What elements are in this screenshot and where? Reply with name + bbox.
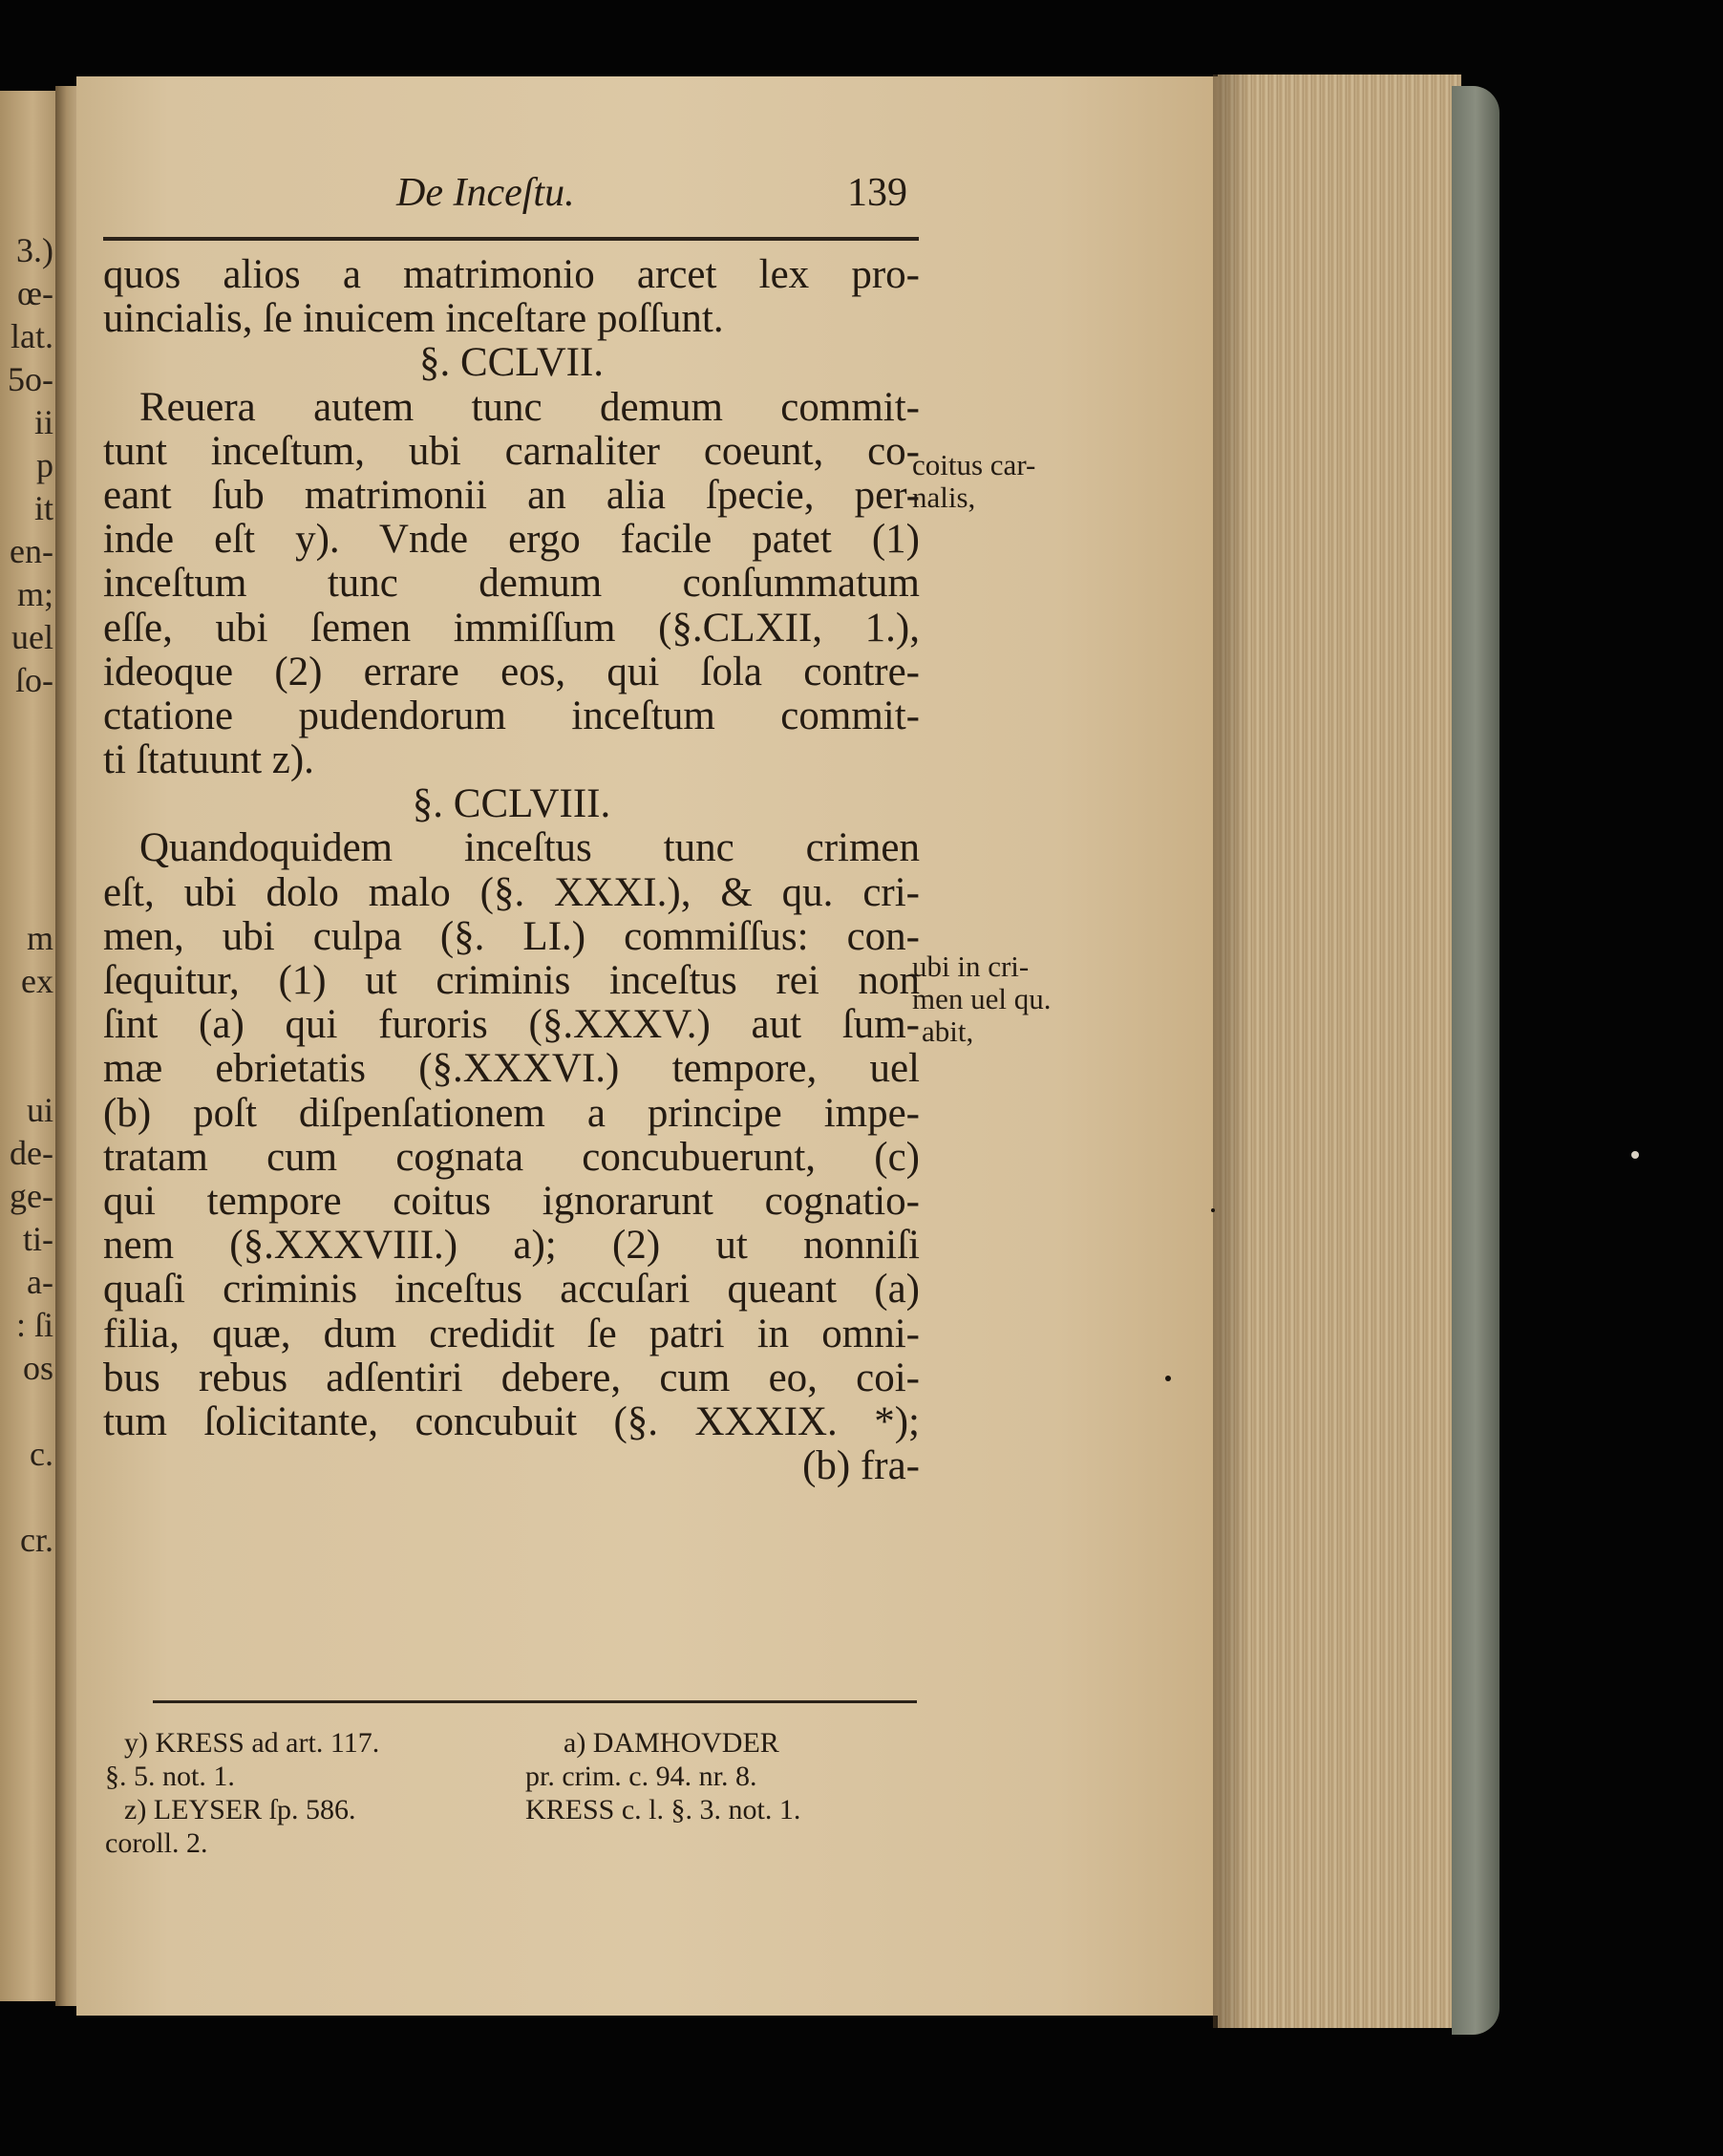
page-number: 139	[847, 171, 907, 215]
text-line: tratam cum cognata concubuerunt, (c)	[103, 1134, 920, 1180]
text-line: (b) fra-	[802, 1443, 920, 1489]
prev-page-fragment: cr.	[20, 1521, 53, 1559]
previous-page-text-fragments	[0, 229, 53, 1562]
text-line: uincialis, ſe inuicem inceſtare poſſunt.	[103, 296, 724, 342]
text-line: eſt, ubi dolo malo (§. XXXI.), & qu. cri-	[103, 869, 920, 915]
prev-page-fragment: ii	[33, 403, 53, 441]
text-line: ſequitur, (1) ut criminis inceſtus rei non	[103, 958, 920, 1003]
book-cover-board	[1452, 86, 1500, 2035]
prev-page-fragment	[0, 1476, 53, 1519]
prev-page-fragment	[0, 745, 53, 788]
text-line: qui tempore coitus ignorarunt cognatio-	[103, 1178, 920, 1224]
margin-note-line: coitus car-	[912, 448, 1036, 481]
text-line: ctatione pudendorum inceſtum commit-	[103, 693, 920, 738]
text-line: Reuera autem tunc demum commit-	[139, 384, 920, 430]
prev-page-fragment: a-	[27, 1263, 53, 1301]
prev-page-fragment	[0, 788, 53, 831]
text-line: mæ ebrietatis (§.XXXVI.) tempore, uel	[103, 1046, 920, 1092]
margin-note-line: men uel qu.	[912, 982, 1052, 1015]
text-line: nem (§.XXXVIII.) a); (2) ut nonniſi	[103, 1223, 920, 1269]
text-line: inde eſt y). Vnde ergo facile patet (1)	[103, 517, 920, 563]
prev-page-fragment: ex	[21, 962, 53, 1000]
text-line: men, ubi culpa (§. LI.) commiſſus: con-	[103, 913, 920, 959]
text-line: bus rebus adſentiri debere, cum eo, coi-	[103, 1355, 920, 1400]
footnote-rule	[153, 1700, 917, 1703]
prev-page-fragment: 3.)	[16, 231, 53, 269]
prev-page-fragment	[0, 831, 53, 874]
prev-page-fragment: : ſi	[15, 1306, 53, 1344]
text-line: ti ſtatuunt z).	[103, 737, 314, 783]
page-block-edges	[1218, 75, 1461, 2028]
footnote-line: coroll. 2.	[105, 1827, 208, 1859]
paper-speck	[1631, 1151, 1639, 1159]
prev-page-fragment	[0, 874, 53, 917]
prev-page-fragment: os	[22, 1349, 53, 1387]
prev-page-fragment: de-	[10, 1134, 53, 1172]
text-line: Quandoquidem inceſtus tunc crimen	[139, 825, 920, 871]
footnote-z: z) LEYSER ſp. 586.	[124, 1794, 356, 1825]
prev-page-fragment: ti-	[23, 1220, 53, 1258]
margin-note-line: ubi in cri-	[912, 950, 1030, 983]
prev-page-fragment	[0, 1390, 53, 1433]
prev-page-fragment: ſo-	[15, 661, 53, 699]
prev-page-fragment: lat.	[11, 317, 53, 355]
text-line: ſint (a) qui furoris (§.XXXV.) aut ſum-	[103, 1002, 920, 1048]
prev-page-fragment	[0, 1003, 53, 1046]
text-line: quos alios a matrimonio arcet lex pro-	[103, 252, 920, 297]
text-line: eant ſub matrimonii an alia ſpecie, per-	[103, 472, 920, 518]
text-line: inceſtum tunc demum conſummatum	[103, 561, 920, 607]
footnote-line: KRESS c. l. §. 3. not. 1.	[525, 1794, 801, 1825]
paper-speck	[1211, 1208, 1215, 1212]
section-heading: §. CCLVII.	[418, 340, 605, 386]
footnote-a: a) DAMHOVDER	[564, 1727, 779, 1759]
prev-page-fragment: p	[36, 446, 53, 484]
margin-note-coitus	[912, 449, 1035, 514]
prev-page-fragment: œ-	[17, 274, 53, 312]
running-head	[105, 170, 907, 227]
footnote-line: §. 5. not. 1.	[105, 1761, 235, 1792]
margin-note-line: nalis,	[912, 480, 976, 514]
prev-page-fragment: ge-	[10, 1177, 53, 1215]
text-line: filia, quæ, dum credidit ſe patri in omni-	[103, 1311, 920, 1356]
margin-note-line: abit,	[922, 1014, 974, 1048]
head-rule	[103, 237, 919, 241]
text-line: quaſi criminis inceſtus accuſari queant (a)	[103, 1267, 920, 1313]
body-text	[103, 253, 920, 1488]
text-line: (b) poſt diſpenſationem a principe impe-	[103, 1090, 920, 1136]
text-line: eſſe, ubi ſemen immiſſum (§.CLXII, 1.),	[103, 605, 920, 651]
prev-page-fragment: m	[26, 919, 53, 957]
paper-speck	[1165, 1376, 1171, 1381]
prev-page-fragment: ui	[26, 1091, 53, 1129]
text-line: ideoque (2) errare eos, qui ſola contre-	[103, 649, 920, 694]
footnote-y: y) KRESS ad art. 117.	[124, 1727, 380, 1759]
prev-page-fragment: uel	[11, 618, 53, 656]
text-line: tum ſolicitante, concubuit (§. XXXIX. *);	[103, 1398, 920, 1444]
page-edge-shadow	[1213, 75, 1251, 2028]
prev-page-fragment: 5o-	[8, 360, 53, 398]
text-line: tunt inceſtum, ubi carnaliter coeunt, co-	[103, 428, 920, 474]
prev-page-fragment: c.	[30, 1435, 53, 1473]
prev-page-fragment	[0, 702, 53, 745]
margin-note-crimen	[912, 950, 1052, 1048]
prev-page-fragment: it	[33, 489, 53, 527]
prev-page-fragment: m;	[16, 575, 53, 613]
section-heading: §. CCLVIII.	[412, 781, 611, 827]
running-head-title: De Inceſtu.	[396, 171, 575, 215]
footnote-line: pr. crim. c. 94. nr. 8.	[525, 1761, 757, 1792]
prev-page-fragment	[0, 1046, 53, 1089]
prev-page-fragment: en-	[10, 532, 53, 570]
